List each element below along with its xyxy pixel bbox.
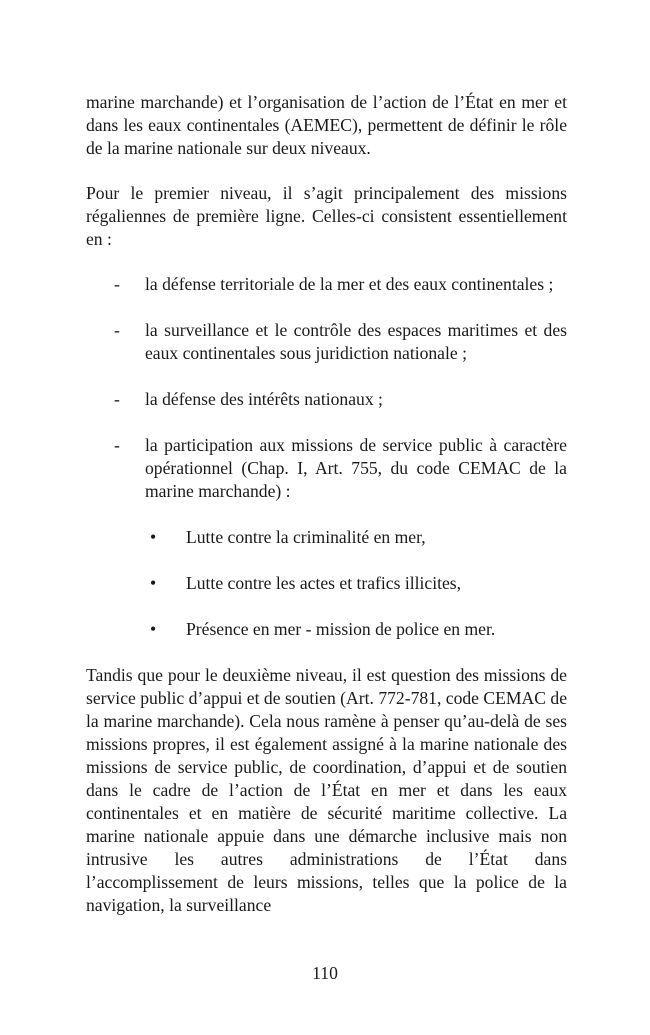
list-item: [86, 572, 567, 595]
first-level-missions-list: [86, 273, 567, 503]
list-item: [86, 618, 567, 641]
list-item-text: la défense territoriale de la mer et des eaux continentales ;: [145, 274, 554, 294]
operational-missions-list: [86, 526, 567, 641]
page-number: 110: [312, 963, 338, 983]
page-body: [86, 91, 567, 917]
bullet-marker: •: [150, 573, 157, 593]
bullet-marker: •: [150, 619, 157, 639]
bullet-marker: •: [150, 527, 157, 547]
list-item-text: Lutte contre les actes et trafics illicites,: [186, 573, 462, 593]
list-item-text: Présence en mer - mission de police en mer.: [186, 619, 496, 639]
list-item-text: la défense des intérêts nationaux ;: [145, 389, 383, 409]
paragraph-first-level: Pour le premier niveau, il s’agit principalement des missions régaliennes de première ligne. Celles-ci consistent essentiellement en :: [86, 183, 567, 249]
list-item: [86, 273, 567, 296]
list-item-text: Lutte contre la criminalité en mer,: [186, 527, 426, 547]
list-item: [86, 434, 567, 503]
list-item-text: la participation aux missions de service public à caractère opérationnel (Chap. I, Art. 755, du code CEMAC de la marine marchande) :: [145, 435, 567, 501]
list-item: [86, 526, 567, 549]
dash-marker: -: [114, 320, 120, 340]
paragraph-intro: marine marchande) et l’organisation de l’action de l’État en mer et dans les eaux continentales (AEMEC), permettent de définir le rôle de la marine nationale sur deux niveaux.: [86, 92, 567, 158]
list-item: [86, 388, 567, 411]
list-item: [86, 319, 567, 365]
dash-marker: -: [114, 274, 120, 294]
paragraph-second-level: Tandis que pour le deuxième niveau, il est question des missions de service public d’appui et de soutien (Art. 772-781, code CEMAC de la marine marchande). Cela nous ramène à penser qu’au-delà de ses missions propres, il est également assigné à la marine nationale des missions de service public, de coordination, d’appui et de soutien dans le cadre de l’action de l’État en mer et dans les eaux continentales et en matière de sécurité maritime collective. La marine nationale appuie dans une démarche inclusive mais non intrusive les autres administrations de l’État dans l’accomplissement de leurs missions, telles que la police de la navigation, la surveillance: [86, 665, 567, 915]
list-item-text: la surveillance et le contrôle des espaces maritimes et des eaux continentales sous juridiction nationale ;: [145, 320, 567, 363]
dash-marker: -: [114, 389, 120, 409]
dash-marker: -: [114, 435, 120, 455]
